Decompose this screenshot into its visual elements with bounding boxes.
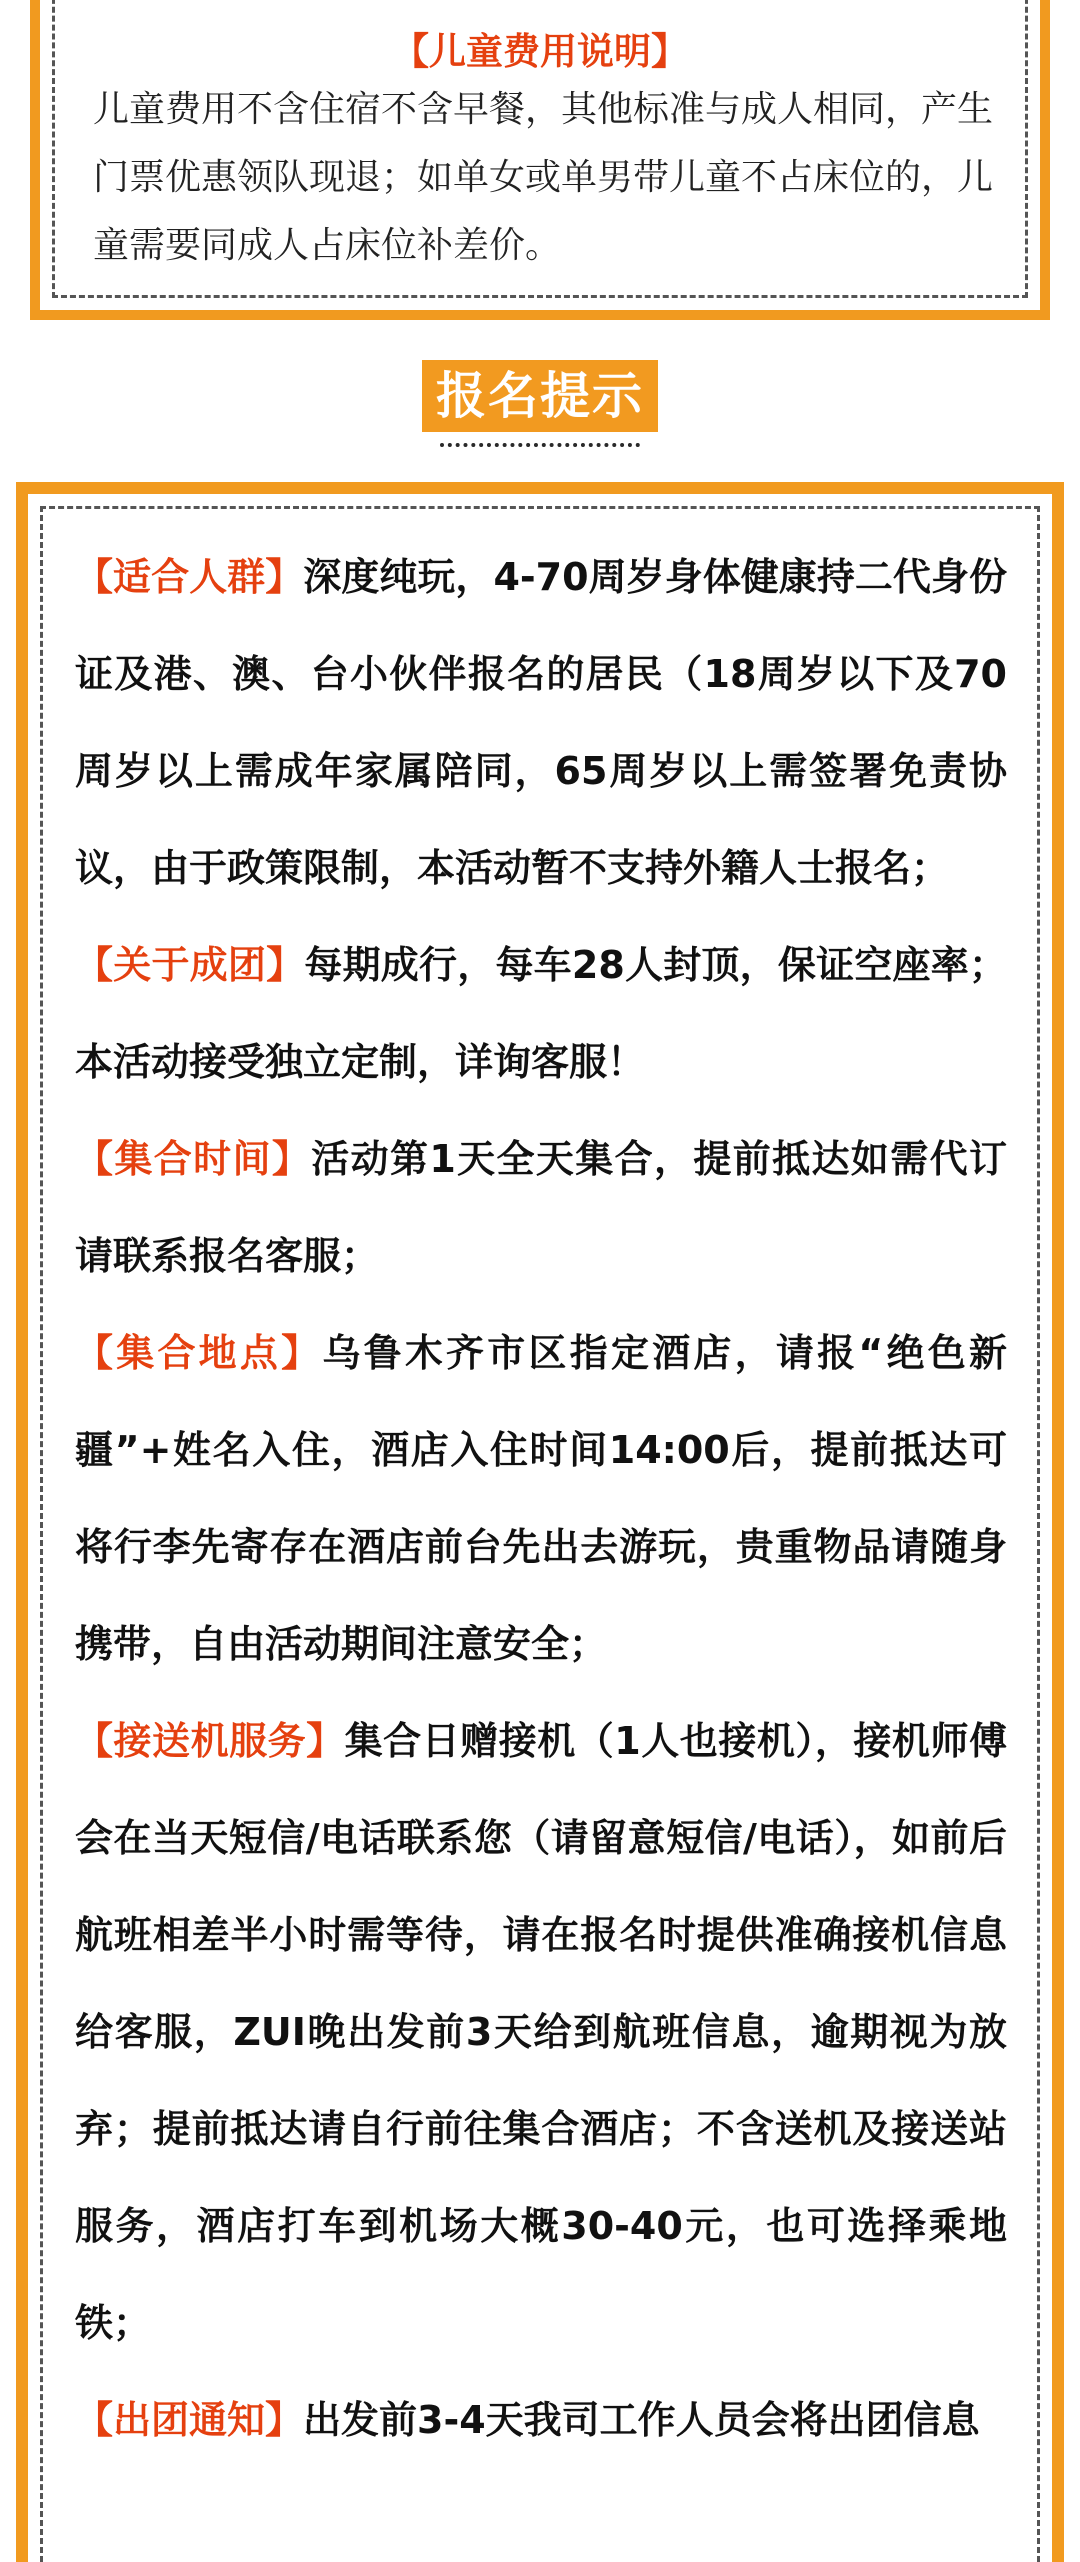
- tip-airport-transfer: [75, 1693, 1007, 2372]
- tip-label: 【关于成团】: [75, 943, 305, 987]
- registration-tips-box: [16, 482, 1064, 2562]
- tip-group-formation: [75, 917, 1007, 1111]
- tip-gathering-time: [75, 1111, 1007, 1305]
- tip-text: 深度纯玩，4-70周岁身体健康持二代身份证及港、澳、台小伙伴报名的居民（18周岁以下及70周岁以上需成年家属陪同，65周岁以上需签署免责协议，由于政策限制，本活动暂不支持外籍人士报名；: [75, 555, 1007, 890]
- tip-label: 【接送机服务】: [75, 1719, 345, 1763]
- children-fee-box: [30, 0, 1050, 320]
- children-fee-dashed-frame: [52, 0, 1028, 298]
- section-title-dotted-underline: [440, 443, 640, 447]
- tip-label: 【集合地点】: [75, 1331, 323, 1375]
- tip-text: 每期成行，每车28人封顶，保证空座率；本活动接受独立定制，详询客服！: [75, 943, 1007, 1084]
- tip-label: 【适合人群】: [75, 555, 304, 599]
- children-fee-heading: 【儿童费用说明】: [392, 30, 688, 73]
- tip-departure-notice: [75, 2372, 1007, 2469]
- tip-gathering-place: [75, 1305, 1007, 1693]
- tip-label: 【集合时间】: [75, 1137, 312, 1181]
- tip-text: 活动第1天全天集合，提前抵达如需代订请联系报名客服；: [75, 1137, 1007, 1278]
- tip-text: 集合日赠接机（1人也接机），接机师傅会在当天短信/电话联系您（请留意短信/电话），如前后航班相差半小时需等待，请在报名时提供准确接机信息给客服，ZUI晚出发前3天给到航班信息，逾期视为放弃；提前抵达请自行前往集合酒店；不含送机及接送站服务，酒店打车到机场大概30-40元，也可选择乘地铁；: [75, 1719, 1007, 2345]
- tip-text: 乌鲁木齐市区指定酒店，请报“绝色新疆”+姓名入住，酒店入住时间14:00后，提前抵达可将行李先寄存在酒店前台先出去游玩，贵重物品请随身携带，自由活动期间注意安全；: [75, 1331, 1007, 1666]
- tip-text: 出发前3-4天我司工作人员会将出团信息: [303, 2398, 980, 2442]
- tip-label: 【出团通知】: [75, 2398, 304, 2442]
- registration-tips-content: [75, 529, 1007, 2469]
- registration-tips-dashed-frame: [40, 506, 1040, 2562]
- children-fee-text: 儿童费用不含住宿不含早餐，其他标准与成人相同，产生门票优惠领队现退；如单女或单男带儿童不占床位的，儿童需要同成人占床位补差价。: [93, 89, 994, 266]
- section-title: 报名提示: [422, 360, 658, 432]
- tip-suitable-people: [75, 529, 1007, 917]
